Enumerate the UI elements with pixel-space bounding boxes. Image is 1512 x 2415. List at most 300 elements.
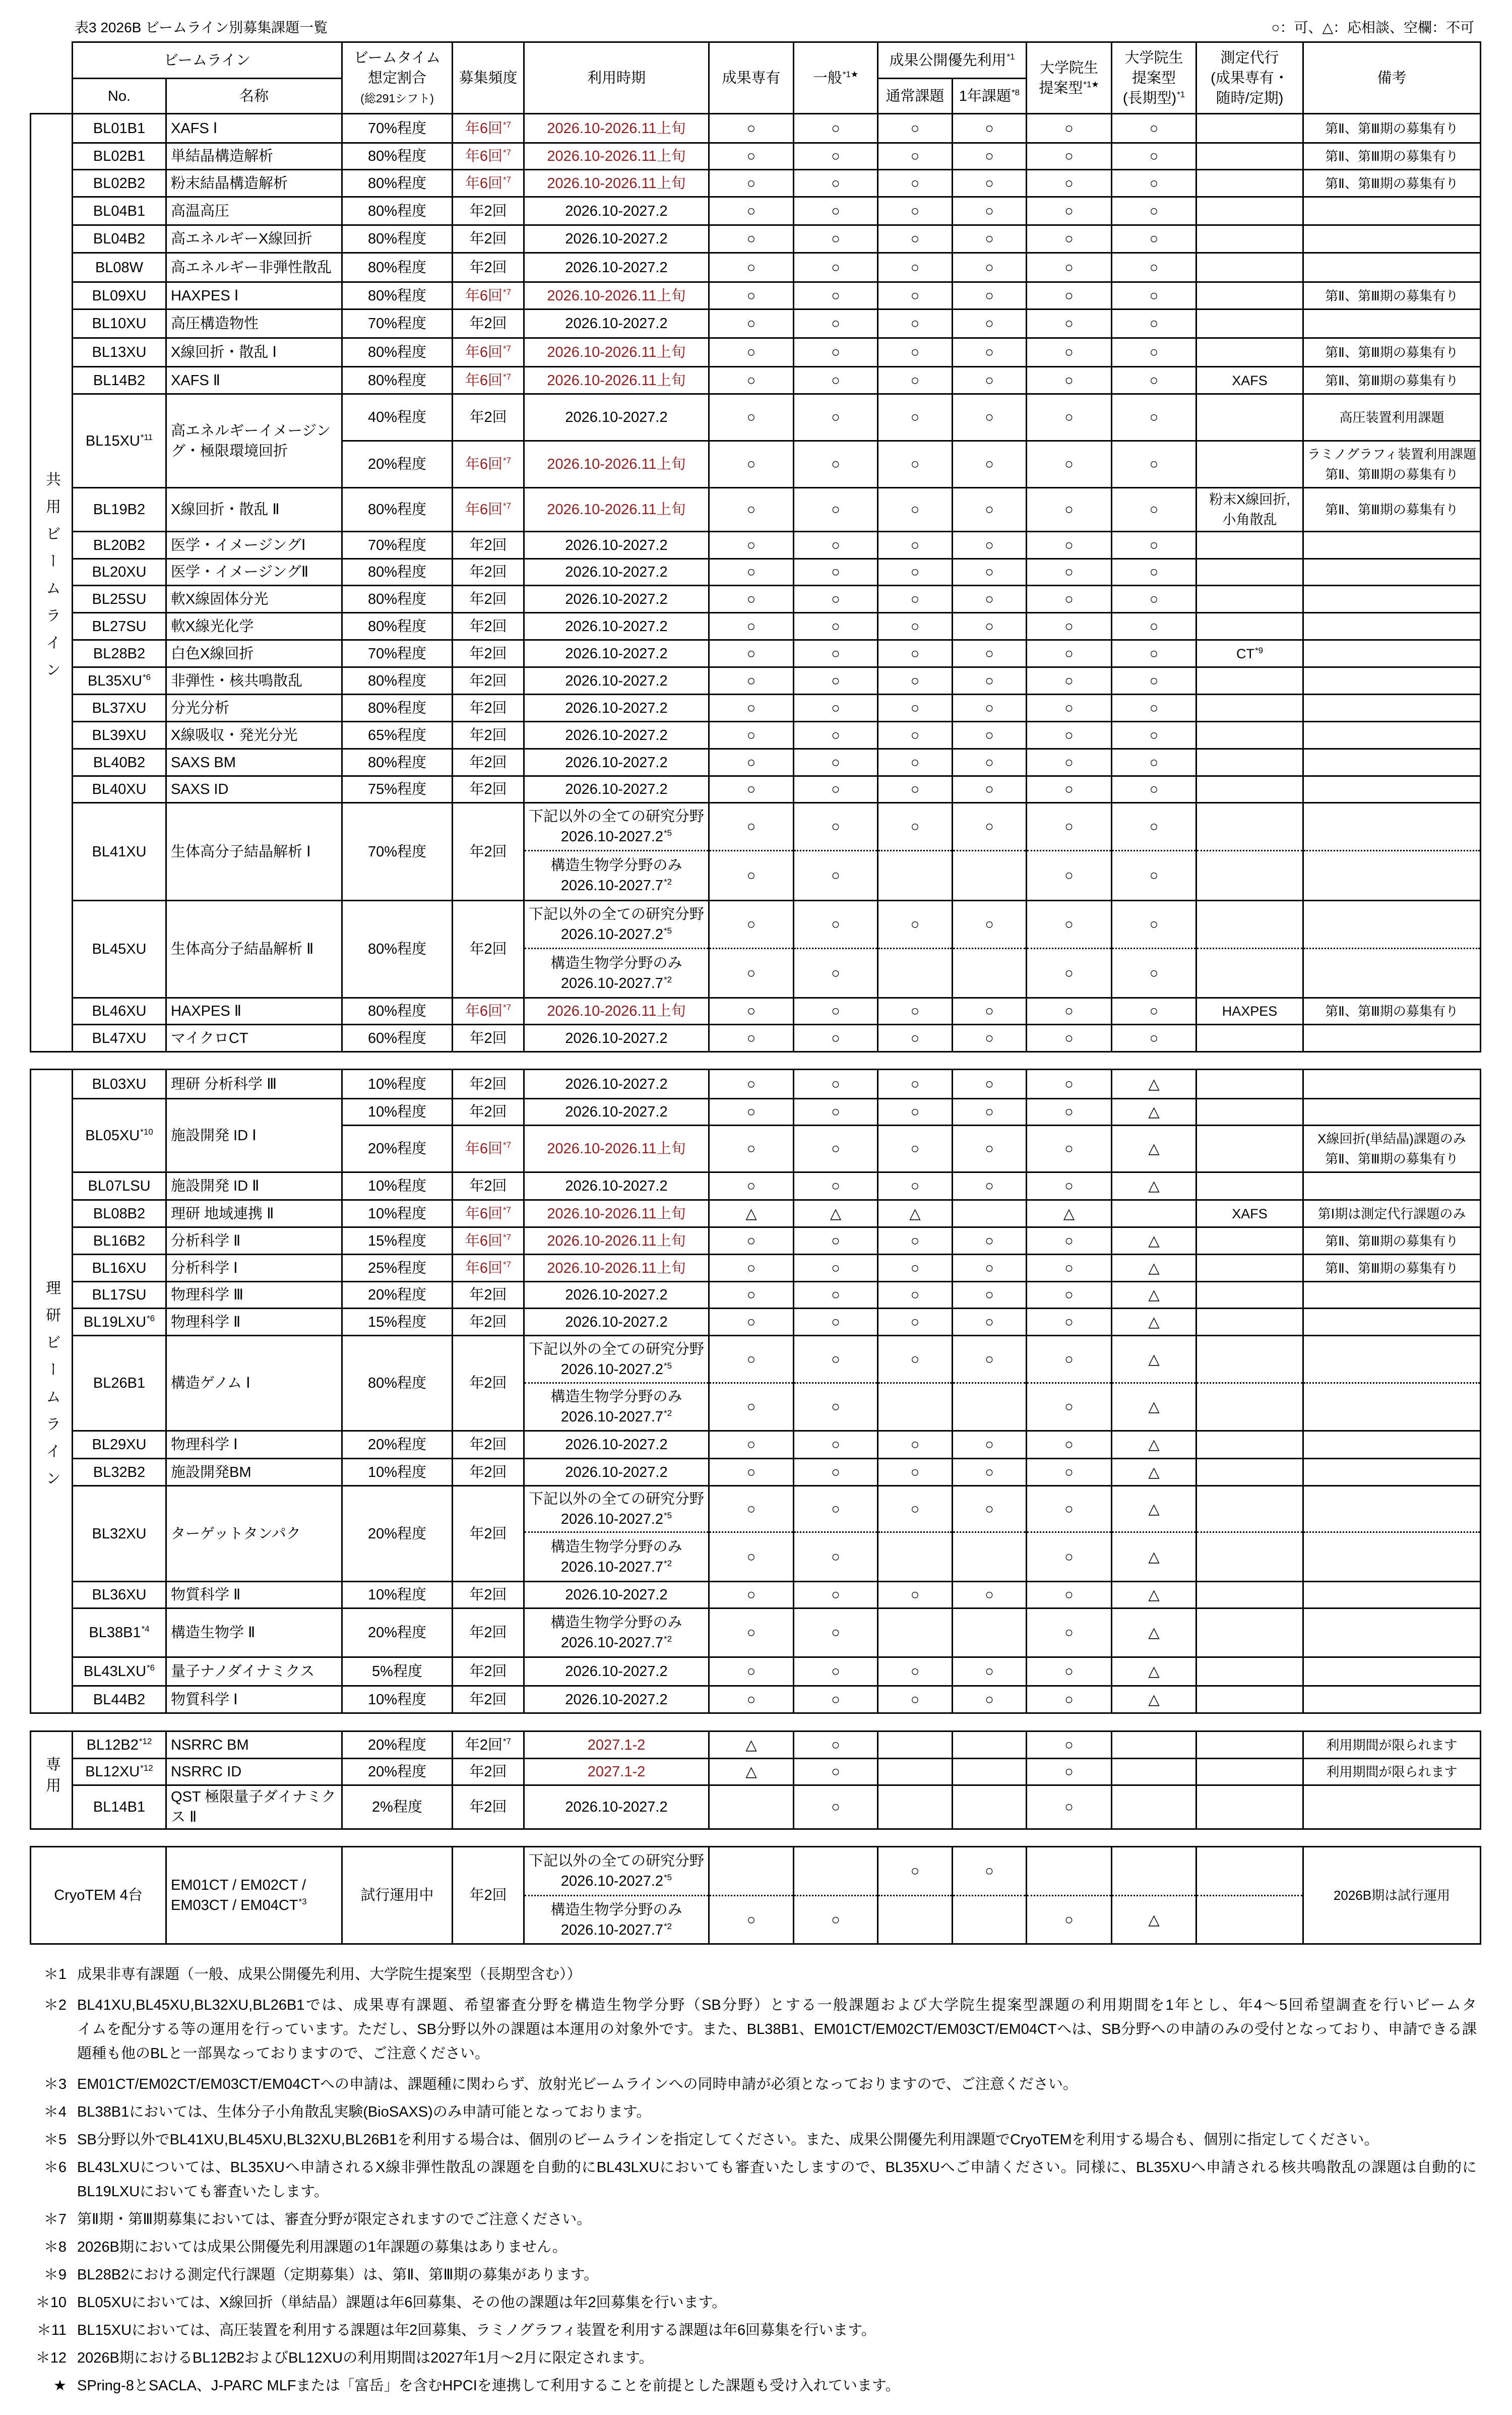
usage-period-line [526,1633,707,1653]
usage-period-text: 2026.10-2027.7 [560,975,664,992]
mark-grad-proposal-symbol: ○ [1064,1287,1074,1303]
mark-proprietary [709,613,794,640]
mark-proprietary-symbol: ○ [746,1437,756,1453]
beamtime-share [342,613,453,640]
usage-period-line [526,1462,707,1482]
recruit-frequency-text: 年2回 [469,1464,507,1480]
mark-grad-proposal [1027,143,1112,170]
mark-proprietary [709,1309,794,1336]
mark-grad-proposal [1027,1459,1112,1486]
mark-priority-normal [878,1759,953,1785]
beamline-name [166,667,342,695]
mark-priority-one-year-symbol: ○ [985,203,994,219]
mark-priority-normal [878,901,953,949]
footnote-body [77,2318,1477,2342]
beamline-no-text: BL19B2 [93,502,146,518]
measurement-service [1196,1336,1303,1383]
mark-grad-long-term-symbol: ○ [1149,819,1159,835]
beamline-no [73,998,166,1025]
mark-general [794,851,878,901]
mark-grad-long-term [1112,1847,1196,1896]
mark-proprietary-symbol: ○ [746,1663,756,1680]
usage-period [524,197,709,225]
mark-priority-one-year [953,1785,1027,1829]
mark-grad-proposal-symbol: ○ [1064,203,1074,219]
beamline-no [73,143,166,170]
beamline-name [166,282,342,309]
mark-general [794,1759,878,1785]
mark-general [794,1172,878,1200]
mark-general [794,143,878,170]
recruit-frequency-text: 年2回 [465,1737,503,1753]
beamline-name-text: 高エネルギー非弾性散乱 [171,259,332,276]
mark-grad-proposal [1027,695,1112,722]
beamline-no-text: BL36XU [92,1587,147,1603]
mark-priority-normal [878,613,953,640]
beamtime-share-text: 75%程度 [367,781,427,797]
beamline-name [166,586,342,613]
mark-general [794,695,878,722]
mark-proprietary-symbol: ○ [746,344,756,360]
beamtime-share [342,225,453,253]
remarks-text: ラミノグラフィ装置利用課題 [1307,447,1477,462]
beamtime-share-text: 15%程度 [367,1232,427,1249]
beamline-name [166,394,342,488]
footnote [0,2100,1512,2124]
mark-grad-proposal-symbol: ○ [1064,1799,1074,1815]
measurement-service [1196,367,1303,394]
mark-priority-one-year [953,667,1027,695]
mark-grad-proposal-symbol: ○ [1064,645,1074,662]
usage-period [524,1070,709,1099]
beamtime-share-text: 20%程度 [367,1437,427,1453]
usage-period-text: 2026.10-2026.11上旬 [547,148,686,164]
beamtime-share [342,901,453,998]
beamtime-share [342,1459,453,1486]
remarks-text: 第Ⅱ、第Ⅲ期の募集有り [1325,149,1459,164]
usage-period [524,114,709,143]
usage-period-text: 2026.10-2027.2 [565,591,668,607]
mark-proprietary [709,488,794,532]
mark-grad-proposal [1027,367,1112,394]
usage-period-line [526,1509,707,1529]
mark-grad-long-term [1112,586,1196,613]
mark-grad-proposal-symbol: ○ [1064,1178,1074,1194]
mark-priority-one-year [953,253,1027,282]
footnote-ref: *2 [664,1408,672,1418]
mark-priority-normal-symbol: ○ [910,1691,920,1708]
footnote-body [77,2290,1477,2315]
mark-grad-proposal-symbol: ○ [1064,1464,1074,1480]
usage-period-text: 2026.10-2027.2 [565,537,668,553]
mark-grad-proposal-symbol: ○ [1064,1003,1074,1019]
header-beamline-text: ビームライン [164,52,250,69]
mark-general-symbol: ○ [831,965,840,981]
mark-proprietary-symbol: ○ [746,1314,756,1330]
mark-priority-normal-symbol: ○ [910,1587,920,1603]
beamline-name-text: 軟X線固体分光 [171,591,269,607]
mark-proprietary [709,1336,794,1383]
mark-grad-long-term [1112,1025,1196,1052]
beamtime-share [342,1431,453,1459]
header-remarks [1303,42,1481,114]
usage-period-text: 2026.10-2027.2 [560,829,664,845]
usage-period-text: 2026.10-2027.2 [565,1691,668,1708]
table-contract-beamlines [30,1730,1481,1830]
mark-general [794,367,878,394]
mark-proprietary-symbol: ○ [746,1287,756,1303]
mark-grad-proposal [1027,1126,1112,1172]
mark-priority-one-year-symbol: ○ [985,564,994,580]
mark-priority-normal [878,367,953,394]
remarks-text: 第Ⅱ、第Ⅲ期の募集有り [1325,345,1459,360]
beamline-name-text: HAXPES Ⅰ [171,287,239,304]
mark-proprietary-symbol: ○ [746,231,756,247]
usage-period-text: 2026.10-2027.2 [565,259,668,276]
mark-grad-long-term-symbol: ○ [1149,727,1159,744]
mark-grad-proposal-symbol: ○ [1064,1549,1074,1565]
beamline-name-text: ターゲットタンパク [171,1525,301,1542]
footnote-body [77,2263,1477,2287]
beamline-row [31,998,1481,1025]
usage-period-line [526,827,707,847]
remarks [1303,1099,1481,1126]
beamtime-share-text: 15%程度 [367,1314,427,1330]
beamline-name [166,488,342,532]
header-beamtime-line: 想定割合 [368,70,427,86]
footnote [0,2290,1512,2315]
measurement-service [1196,722,1303,749]
usage-period-text: 2026.10-2026.11上旬 [547,175,686,192]
mark-grad-long-term [1112,1200,1196,1227]
mark-priority-normal [878,1731,953,1759]
mark-priority-one-year-symbol: ○ [985,1863,994,1879]
footnote-marker: ＊5 [43,2132,67,2148]
usage-period [524,1686,709,1713]
beamtime-share-text: 80%程度 [367,175,427,192]
remarks-text: 2026B期は試行運用 [1333,1888,1451,1903]
remarks-text: 利用期間が限られます [1326,1764,1458,1779]
beamline-no [73,197,166,225]
usage-period-line [526,1585,707,1605]
beamtime-share [342,695,453,722]
usage-period-text: 2026.10-2026.11上旬 [547,372,686,389]
mark-general-symbol: ○ [831,916,840,933]
mark-priority-normal [878,338,953,367]
mark-grad-long-term [1112,998,1196,1025]
footnote-ref: *7 [503,119,512,130]
usage-period-line [526,1435,707,1455]
usage-period-line [526,953,707,973]
mark-proprietary-symbol: ○ [746,1501,756,1517]
beamline-no [73,1070,166,1099]
measurement-service [1196,1896,1303,1944]
footnote-ref: *11 [140,432,153,442]
beamline-name-text: X線回折・散乱 Ⅰ [171,344,277,360]
beamline-name [166,1582,342,1608]
usage-period [524,532,709,559]
beamline-name-text: SAXS BM [171,754,236,771]
recruit-frequency-text: 年2回 [469,1691,507,1708]
beamline-no-text: BL07LSU [88,1178,151,1194]
usage-period [524,1282,709,1309]
mark-priority-normal [878,394,953,441]
mark-proprietary [709,143,794,170]
measurement-service [1196,338,1303,367]
mark-priority-normal-symbol: ○ [910,1178,920,1194]
mark-priority-one-year-symbol: ○ [985,1260,994,1276]
beamline-name [166,338,342,367]
beamline-name [166,1608,342,1657]
usage-period [524,1657,709,1686]
usage-period [524,367,709,394]
remarks-line [1305,1001,1479,1021]
mark-grad-proposal [1027,1532,1112,1582]
mark-priority-one-year [953,338,1027,367]
mark-general [794,1070,878,1099]
recruit-frequency-text: 年6回 [465,456,503,472]
recruit-frequency [453,1459,524,1486]
mark-priority-one-year [953,1847,1027,1896]
mark-grad-proposal-symbol: ○ [1064,1076,1074,1092]
mark-general [794,1126,878,1172]
beamline-name-text: 構造生物学 Ⅱ [171,1625,256,1641]
usage-period-text: 2026.10-2027.2 [565,618,668,635]
beamline-no [73,667,166,695]
mark-grad-long-term [1112,1896,1196,1944]
usage-period [524,1731,709,1759]
mark-priority-one-year [953,394,1027,441]
mark-general [794,667,878,695]
mark-priority-one-year-symbol: ○ [985,175,994,192]
mark-general-symbol: ○ [831,1764,840,1780]
measurement-service [1196,559,1303,586]
mark-grad-long-term [1112,441,1196,488]
mark-proprietary-symbol: ○ [746,868,756,884]
mark-priority-normal [878,586,953,613]
mark-general [794,559,878,586]
beamline-row [31,1731,1481,1759]
recruit-frequency-text: 年2回 [469,1887,507,1903]
usage-period [524,559,709,586]
beamline-name-text: 施設開発 ID Ⅰ [171,1127,257,1144]
footnote-ref: *7 [503,1205,512,1215]
beamtime-share-text: 60%程度 [367,1030,427,1046]
usage-period [524,586,709,613]
mark-grad-long-term [1112,338,1196,367]
beamline-no [73,613,166,640]
mark-grad-proposal [1027,1431,1112,1459]
remarks-line [1305,407,1479,427]
recruit-frequency [453,1227,524,1255]
mark-general-symbol: ○ [831,868,840,884]
mark-grad-long-term [1112,253,1196,282]
mark-general-symbol: ○ [831,1287,840,1303]
header-grad-long-line: 提案型 [1132,70,1176,86]
mark-grad-proposal [1027,722,1112,749]
beamtime-share-text: 20%程度 [367,1764,427,1780]
mark-proprietary-symbol: ○ [746,1549,756,1565]
mark-priority-one-year-symbol: ○ [985,1501,994,1517]
recruit-frequency-text: 年2回 [469,618,507,635]
mark-priority-one-year [953,1172,1027,1200]
footnote-ref: *6 [142,672,151,682]
mark-priority-normal-symbol: ○ [910,1501,920,1517]
beamline-name [166,1431,342,1459]
mark-grad-long-term [1112,1282,1196,1309]
remarks [1303,1532,1481,1582]
mark-priority-normal [878,1608,953,1657]
mark-general [794,640,878,667]
usage-period [524,1099,709,1126]
beamline-no-text: BL14B2 [93,372,146,389]
footnote-ref: *5 [664,926,672,936]
usage-period-text: 2026.10-2027.2 [565,1663,668,1680]
beamtime-share [342,1759,453,1785]
mark-proprietary-symbol: ○ [746,1003,756,1019]
beamline-row [31,197,1481,225]
mark-general-symbol: ○ [831,456,840,472]
mark-proprietary-symbol: ○ [746,1030,756,1046]
usage-period-text: 2026.10-2027.2 [565,672,668,689]
beamline-row [31,1686,1481,1713]
mark-priority-normal-symbol: ○ [910,754,920,771]
beamline-row [31,394,1481,441]
mark-priority-normal-symbol: ○ [910,1104,920,1120]
mark-priority-one-year-symbol: ○ [985,1663,994,1680]
mark-proprietary [709,1896,794,1944]
beamtime-share-text: 25%程度 [367,1260,427,1276]
legend: ○：可、△：応相談、空欄：不可 [1271,20,1474,35]
recruit-frequency [453,1486,524,1582]
mark-priority-one-year-symbol: ○ [985,231,994,247]
footnote-marker: ＊7 [43,2211,67,2227]
mark-grad-long-term-symbol: △ [1148,1141,1160,1157]
remarks [1303,143,1481,170]
beamline-row [31,1759,1481,1785]
mark-grad-proposal [1027,1686,1112,1713]
remarks [1303,1486,1481,1532]
recruit-frequency-text: 年2回 [469,564,507,580]
usage-period-line [526,229,707,249]
beamline-row [31,1255,1481,1282]
measurement-service [1196,282,1303,309]
beamline-name-text: 物理科学 Ⅰ [171,1437,238,1453]
usage-period-line [526,644,707,664]
beamline-name [166,1172,342,1200]
mark-grad-proposal-symbol: ○ [1064,1314,1074,1330]
mark-priority-normal [878,1309,953,1336]
mark-general-symbol: ○ [831,259,840,276]
mark-priority-normal-symbol: △ [909,1205,921,1222]
mark-priority-one-year [953,1070,1027,1099]
mark-priority-normal [878,282,953,309]
mark-priority-one-year [953,532,1027,559]
remarks-line [1305,1258,1479,1278]
mark-priority-one-year [953,1383,1027,1431]
mark-priority-one-year [953,803,1027,851]
mark-priority-normal [878,197,953,225]
mark-grad-proposal-symbol: ○ [1064,1663,1074,1680]
recruit-frequency-text: 年6回 [465,344,503,360]
beamtime-share-text: 試行運用中 [360,1887,434,1903]
footnote-ref: *7 [503,148,512,158]
mark-general-symbol: ○ [831,1587,840,1603]
mark-priority-normal [878,1486,953,1532]
mark-priority-normal [878,170,953,197]
beamtime-share-text: 20%程度 [367,1141,427,1157]
mark-general [794,1657,878,1686]
beamline-row [31,640,1481,667]
recruit-frequency-text: 年2回 [469,316,507,332]
beamtime-share-text: 20%程度 [367,1625,427,1641]
usage-period-text: 2026.10-2026.11上旬 [547,1003,686,1019]
remarks [1303,586,1481,613]
footnote-line: 題種も他のBLと一部異なっておりますので、ご注意ください。 [77,2046,489,2062]
measurement-service [1196,640,1303,667]
beamline-name [166,749,342,776]
recruit-frequency [453,1070,524,1099]
recruit-frequency-text: 年2回 [469,1178,507,1194]
measurement-service [1196,901,1303,949]
mark-priority-one-year [953,1759,1027,1785]
mark-priority-one-year-symbol: ○ [985,727,994,744]
mark-priority-one-year [953,722,1027,749]
mark-proprietary-symbol: ○ [746,1691,756,1708]
header-priority-one-year [953,79,1027,114]
mark-priority-normal-symbol: ○ [910,231,920,247]
beamline-row [31,1099,1481,1126]
usage-period-text: 2026.10-2026.11上旬 [547,1232,686,1249]
usage-period-text: 2026.10-2026.11上旬 [547,456,686,472]
mark-grad-long-term-symbol: ○ [1149,344,1159,360]
mark-priority-one-year [953,901,1027,949]
usage-period [524,394,709,441]
beamtime-share [342,1172,453,1200]
mark-priority-normal [878,1172,953,1200]
header-general-text: 一般 [812,70,842,86]
usage-period-text: 2026.10-2027.2 [565,1076,668,1092]
usage-period-line [526,146,707,166]
beamtime-share [342,170,453,197]
footnote-line: SPring-8とSACLA、J-PARC MLFまたは「富岳」を含むHPCIを連携して利用することを前提とした課題も受け入れています。 [77,2378,900,2394]
usage-period-text: 2026.10-2027.2 [565,1464,668,1480]
mark-proprietary-symbol: ○ [746,409,756,425]
measurement-service [1196,309,1303,338]
mark-grad-proposal-symbol: ○ [1064,456,1074,472]
beamline-name [166,559,342,586]
mark-grad-long-term-symbol: △ [1148,1399,1160,1415]
remarks-text: 第Ⅱ、第Ⅲ期の募集有り [1325,120,1459,136]
mark-proprietary [709,776,794,803]
beamtime-share-text: 70%程度 [367,843,427,860]
mark-priority-normal-symbol: ○ [910,1314,920,1330]
mark-grad-long-term [1112,1336,1196,1383]
mark-priority-one-year-symbol: ○ [985,1351,994,1368]
header-grad-long-line: 大学院生 [1124,49,1183,66]
recruit-frequency [453,613,524,640]
table-header [31,42,1481,114]
beamtime-share-text: 20%程度 [367,1525,427,1542]
beamline-row [31,803,1481,851]
mark-proprietary [709,1431,794,1459]
footnote-line: BL41XU,BL45XU,BL32XU,BL26B1では、成果専有課題、希望審査分野を構造生物学分野（SB分野）とする一般課題および大学院生提案型課題の利用期間を1年とし、年4～5回希望調査を行いビームタ [77,1997,1477,2013]
footnote-line: 成果非専有課題（一般、成果公開優先利用、大学院生提案型（長期型含む）） [77,1966,582,1983]
recruit-frequency-text: 年2回 [469,727,507,744]
usage-period-text: 構造生物学分野のみ [550,1389,682,1405]
recruit-frequency-text: 年6回 [465,120,503,137]
mark-grad-long-term [1112,559,1196,586]
